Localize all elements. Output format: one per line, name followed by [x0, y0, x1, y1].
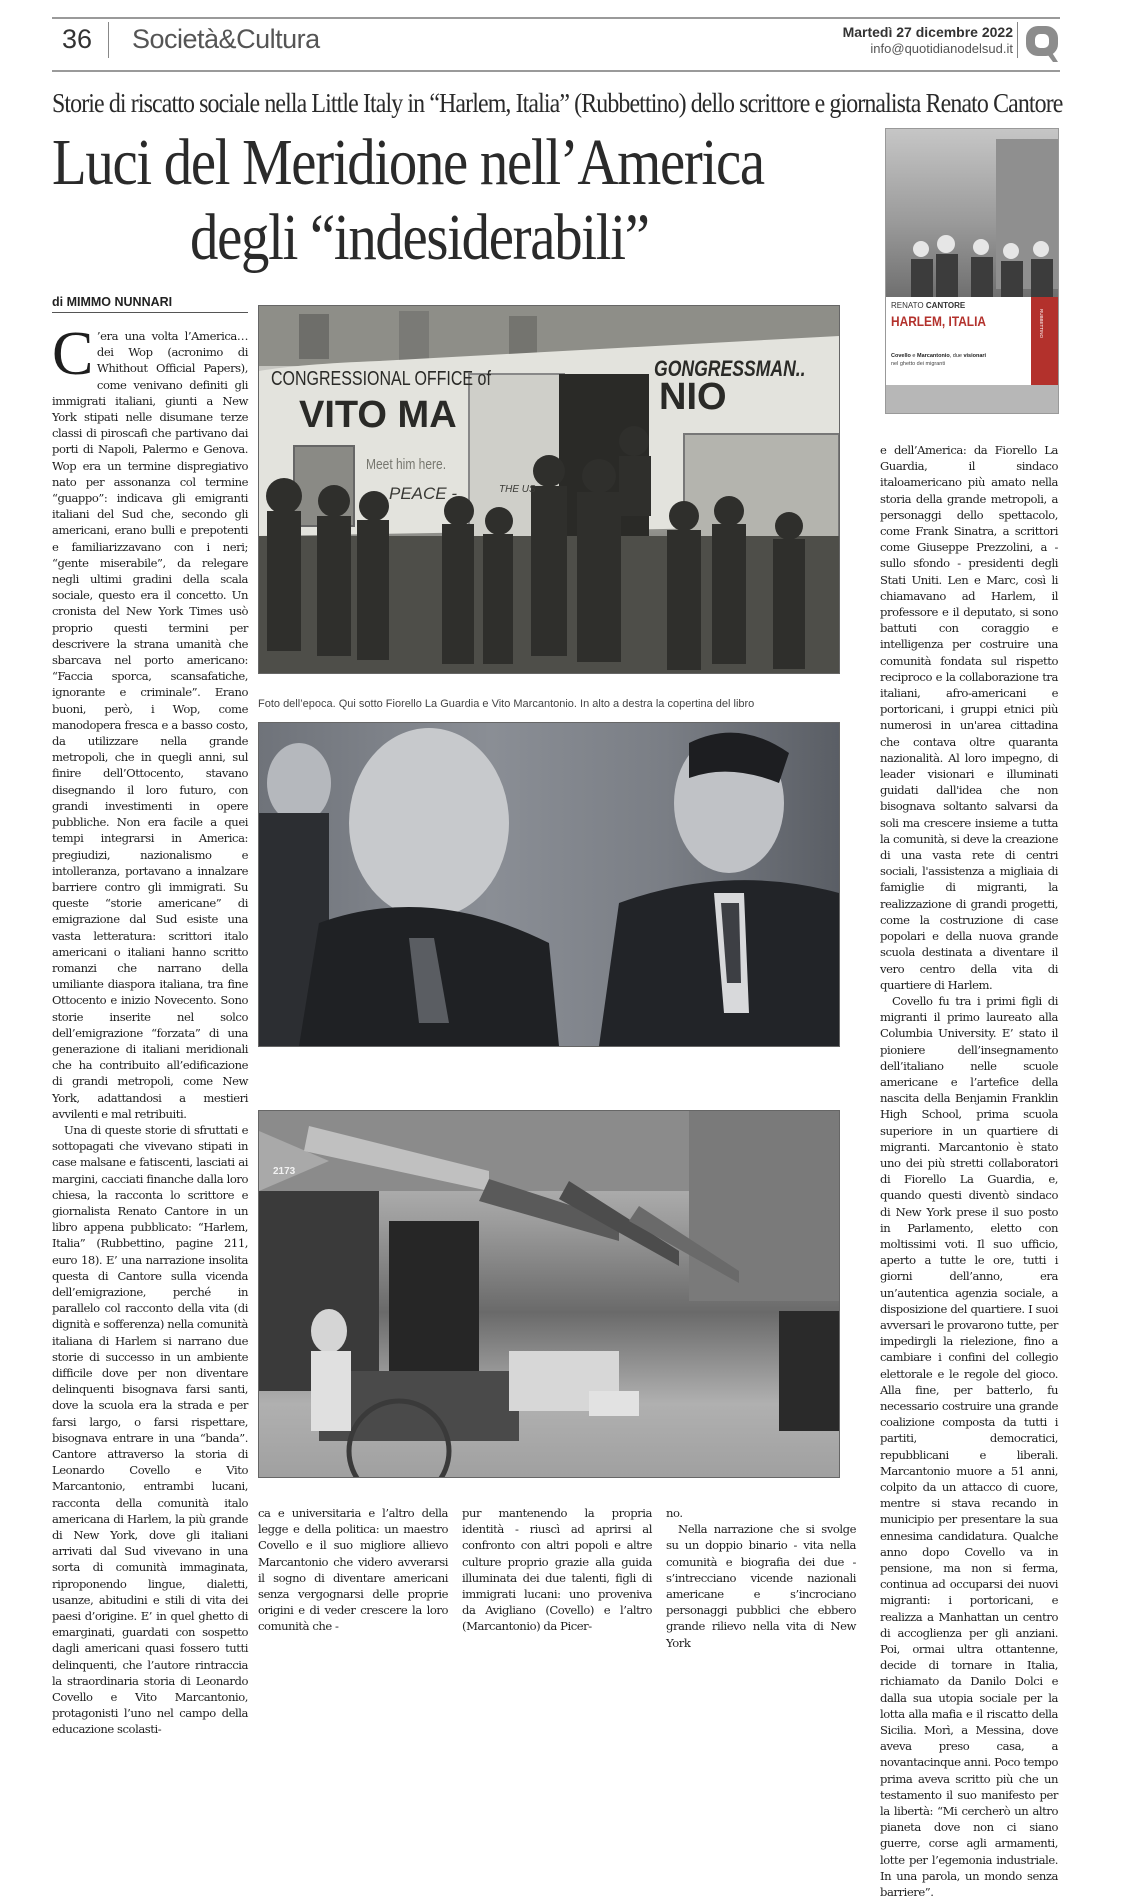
paragraph: ca e universitaria e l’altro della legge e della politica: un maestro Covello e il suo migliore allievo Marcantonio che videro avverarsi il sogno di diventare americani senza vergognarsi delle proprie origini e di veder crescere la loro comunità che -	[258, 1506, 448, 1634]
issue-date: Martedì 27 dicembre 2022	[842, 24, 1013, 40]
photo-la-guardia-marcantonio	[258, 722, 840, 1047]
header-separator	[108, 22, 109, 58]
book-subtitle	[891, 353, 986, 359]
truck-sign-text: CONGRESSIONAL OFFICE of	[271, 368, 491, 390]
article-kicker: Storie di riscatto sociale nella Little Italy in “Harlem, Italia” (Rubbettino) dello scrittore e giornalista Renato Cantore	[52, 88, 1063, 118]
paragraph-text: ’era una volta l’America… dei Wop (acronimo di Whithout Official Papers), come venivano definiti gli immigrati italiani, giunti a New York stipati nelle disumane terze classi di piroscafi che partivano dai porti di Napoli, Palermo e Genova. Wop era un termine dispregiativo nato per assonanza col termine “guappo”: indicava gli emigranti italiani del Sud che, secondo gli americani, erano bulli e prepotenti e familiarizzavano con i neri; “gente miserabile”, da relegare negli ultimi gradini della scala sociale, questo era il concetto. Un cronista del New York Times usò proprio questi termini per descrivere la strana umanità che sbarcava nel porto americano: “Faccia sporca, scansafatiche, ignorante e criminale”. Erano buoni, però, i Wop, come manodopera fresca e a basso costo, da utilizzare nella grande metropoli, che in quegli anni, sul finire dell’Ottocento, stavano disegnando il loro futuro, con grandi investimenti in opere pubbliche. Non era facile a quei tempi integrarsi in America: pregiudizi, nazionalismo e intolleranza, portavano a innalzare barriere contro gli immigrati. Su queste “storie americane” di emigrazione dal Sud esiste una vasta letteratura: scrittori italo americani o italiani hanno scritto romanzi che narrano della umiliante diaspora italiana, tra fine Ottocento e inizio Novecento. Sono storie inserite nel solco dell’emigrazione “forzata” di una generazione di italiani meridionali che ha contribuito all’edificazione di grandi metropoli, come New York, adattandosi a mestieri avvilenti e mal retribuiti.	[52, 329, 248, 1121]
truck-sign-text: NIO	[659, 376, 727, 418]
author-first-name: RENATO	[891, 301, 924, 310]
header-top-rule	[52, 17, 1060, 19]
subtitle-part: , due	[949, 353, 964, 359]
photo-harlem-street-market	[258, 1110, 840, 1478]
subtitle-part: Covello	[891, 353, 911, 359]
book-author	[891, 301, 965, 310]
book-cover[interactable]	[885, 128, 1059, 414]
section-title: Società&Cultura	[132, 24, 320, 54]
truck-sign-text: THE US	[499, 484, 536, 495]
article-column-5	[880, 442, 1058, 1900]
book-spine-publisher: RUBBETTINO	[1039, 309, 1044, 339]
newspaper-logo-icon	[1025, 25, 1059, 63]
article-column-2	[258, 1505, 448, 1635]
paragraph: Covello fu tra i primi figli di migranti il primo laureato alla Columbia University. E’ stato il pioniere dell’insegnamento dell’italiano nelle scuole americane e l’artefice della nascita della Benjamin Franklin High School, prima scuola superiore in un quartiere di migranti. Marcantonio è stato uno dei più stretti collaboratori di Fiorello La Guardia, e, quando questi diventò sindaco di New York prese il suo posto in Parlamento, eletto con moltissimi voti. Il suo ufficio, aperto a tutte le ore, tutti i giorni dell’anno, era un’autentica agenzia sociale, a disposizione del quartiere. I suoi avversari le provarono tutte, per impedirgli la rielezione, fino a cambiare i confini del collegio elettorale e le regole del gioco. Alla fine, per batterlo, fu necessario costruire una grande coalizione composta da tutti i partiti, democratici, repubblicani e liberali. Marcantonio muore a 51 anni, colpito da un attacco di cuore, mentre si stava recando in municipio per presentare la sua ennesima candidatura. Qualche anno dopo Covello va in pensione, ma non si ferma, continua ad occuparsi dei nuovi migranti: i portoricani, e realizza a Manhattan un centro di accoglienza per gli anziani. Poi, ormai ultra ottantenne, decide di tornare in Italia, richiamato da Danilo Dolci e dalla sua utopia sociale per la lotta alla mafia e il riscatto della Sicilia. Morì, a Messina, dove aveva preso casa, a novantacinque anni. Poco tempo prima aveva scritto più che un testamento il suo manifesto per la libertà: “Mi cercherò un altro pianeta dove non ci siano guerre, corse agli armamenti, lotte per l’egemonia industriale. In una parola, un mondo senza barriere”.	[880, 993, 1058, 1900]
page-number: 36	[62, 24, 93, 54]
subtitle-part: visionari	[963, 353, 987, 359]
paragraph: e dell’America: da Fiorello La Guardia, il sindaco italoamericano più amato nella storia della grande metropoli, a personaggi dello spettacolo, come Frank Sinatra, a scrittori come Giuseppe Prezzolini, a - sullo sfondo - presidenti degli Stati Uniti. Len e Marc, così li chiamavano ad Harlem, il professore e il deputato, si sono battuti con coraggio e intelligenza per costruire una comunità fondata sul rispetto reciproco e la collaborazione tra italiani, afro-americani e portoricani, i gruppi etnici più numerosi in un'area cittadina che contava oltre quaranta nazionalità. Al loro impegno, di leader visionari e illuminati guidati dall'idea che non bisognava soltanto salvarsi da soli ma crescere insieme a tutta la comunità, si deve la creazione di una vasta rete di centri sociali, l'assistenza a migliaia di famiglie di migranti, la realizzazione di grandi progetti, come la costruzione di case popolari e della nuova grande scuola destinata a diventare il vero centro della vita di quartiere di Harlem.	[880, 443, 1058, 992]
truck-sign-text: GONGRESSMAN..	[654, 356, 806, 381]
paragraph: pur mantenendo la propria identità - riuscì ad aprirsi al confronto con altri popoli e altre culture proprio grazie alla guida illuminata dei due talenti, figli di immigrati lucani: uno proveniva da Avigliano (Covello) e l’altro (Marcantonio) da Picer-	[462, 1506, 652, 1634]
drop-cap: C	[52, 320, 93, 388]
paragraph	[52, 320, 248, 1122]
paragraph: Una di queste storie di sfruttati e sottopagati che vivevano stipati in case malsane e fatiscenti, lasciati ai margini, cacciati finanche dalla loro chiesa, la racconta lo scrittore e giornalista Renato Cantore in un libro appena pubblicato: “Harlem, Italia” (Rubbettino, pagine 211, euro 18). E’ una narrazione insolita questa di Cantore sulla vicenda dell’emigrazione, perché in parallelo col racconto della vita (di dignità e sofferenza) nella comunità italiana di Harlem si narrano due storie di successo in un ambiente difficile dove per non diventare delinquenti bisognava farsi santi, dove la scuola era la strada e per farsi largo, o farsi rispettare, bisognava entrare in una “banda”. Cantore attraverso la storia di Leonardo Covello e Vito Marcantonio, entrambi lucani, racconta della comunità italo americana di Harlem, la più grande di New York, dove gli italiani arrivati dal Sud vivevano in una sorta di comunità immaginata, riproponendo lingue, dialetti, usanze, abitudini e stili di vita dei paesi d’origine. E’ in quel ghetto di emarginati, guardati con sospetto dagli americani quasi fossero tutti delinquenti, che l’autore rintraccia la straordinaria storia di Leonardo Covello e Vito Marcantonio, protagonisti l’uno nel campo della educazione scolasti-	[52, 1122, 248, 1737]
paragraph: Nella narrazione che si svolge su un doppio binario - vita nella comunità e biografia dei due - s’intrecciano vicende nazionali americane e s’incrociano personaggi pubblici che ebbero grande rilievo nella vita di New York	[666, 1522, 856, 1650]
book-cover-illustration	[886, 129, 1058, 413]
photo-congressional-truck	[258, 305, 840, 674]
author-last-name: CANTORE	[925, 301, 966, 310]
headline-line-1: Luci del Meridione nell’America	[52, 126, 764, 199]
portrait-illustration	[259, 723, 839, 1046]
logo-separator	[1017, 22, 1018, 58]
article-column-3	[462, 1505, 652, 1635]
book-subtitle-line-2: nel ghetto dei migranti	[891, 361, 946, 367]
photo-caption: Foto dell’epoca. Qui sotto Fiorello La Guardia e Vito Marcantonio. In alto a destra la copertina del libro	[258, 698, 755, 710]
byline: di MIMMO NUNNARI	[52, 295, 248, 313]
street-illustration	[259, 1111, 839, 1477]
article-column-1	[52, 320, 248, 1737]
subtitle-part: Marcantonio	[917, 353, 950, 359]
contact-email[interactable]: info@quotidianodelsud.it	[870, 41, 1013, 56]
book-title: HARLEM, ITALIA	[891, 313, 986, 329]
headline-line-2: degli “indesiderabili”	[190, 201, 649, 274]
street-number-sign: 2173	[273, 1166, 296, 1177]
truck-sign-text: PEACE -	[389, 484, 458, 503]
truck-sign-text: VITO MA	[299, 394, 457, 436]
paragraph: no.	[666, 1506, 683, 1520]
header-bottom-rule	[52, 70, 1060, 72]
subtitle-part: e	[910, 353, 917, 359]
truck-sign-text: Meet him here.	[366, 456, 447, 473]
